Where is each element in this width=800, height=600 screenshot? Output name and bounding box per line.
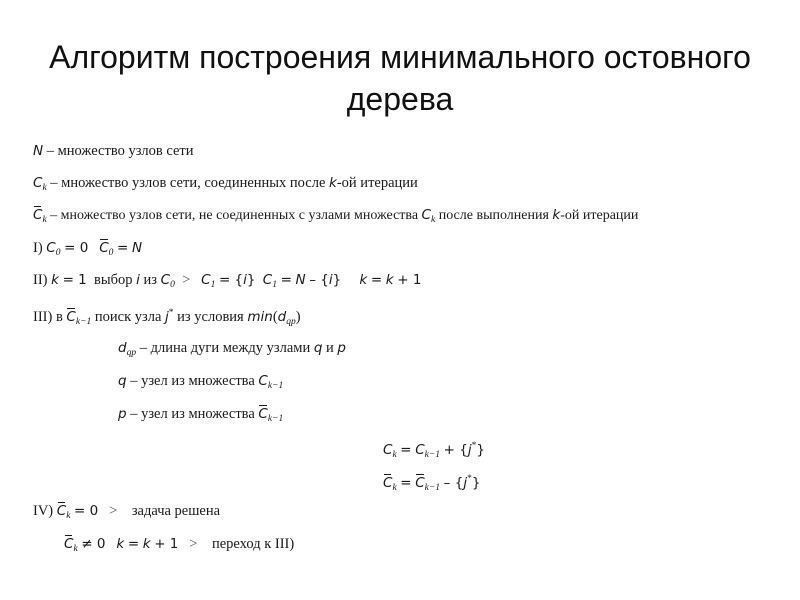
formula-ck: $C_k = C_{k-1} + \{j^*\}$ <box>383 441 485 460</box>
slide-title: Алгоритм построения минимального остовного дерева <box>49 39 751 117</box>
def-ck-bar: $C_k$ – множество узлов сети, не соединенных с узлами множества $C_k$ после выполнения k-ой итерации <box>33 207 639 225</box>
step-4b: $C_k \ne 0$ k = k + 1 > переход к III) <box>64 536 295 554</box>
def-q: q – узел из множества $C_{k-1}$ <box>118 373 284 391</box>
step-2: II) k = 1 выбор i из $C_0$ > $C_1 = \{i\} C_1 = N - \{i\}$ k = k + 1 <box>33 272 422 290</box>
step-4: IV) $C_k = 0$ > задача решена <box>33 503 221 521</box>
def-dqp: $d_{qp}$ – длина дуги между узлами q и p <box>118 340 346 358</box>
def-p: p – узел из множества $C_{k-1}$ <box>118 406 284 424</box>
def-n: N – множество узлов сети <box>33 143 194 159</box>
def-ck: $C_k$ – множество узлов сети, соединенных после k-ой итерации <box>33 175 418 193</box>
formula-ck-bar: $C_k = C_{k-1} - \{j^*\}$ <box>383 474 481 493</box>
step-3: III) в $C_{k-1}$ поиск узла j* из условия $\min(d_{qp})$ <box>33 308 301 327</box>
step-1: I) $C_0 = 0$ $C_0 = N$ <box>33 240 143 258</box>
